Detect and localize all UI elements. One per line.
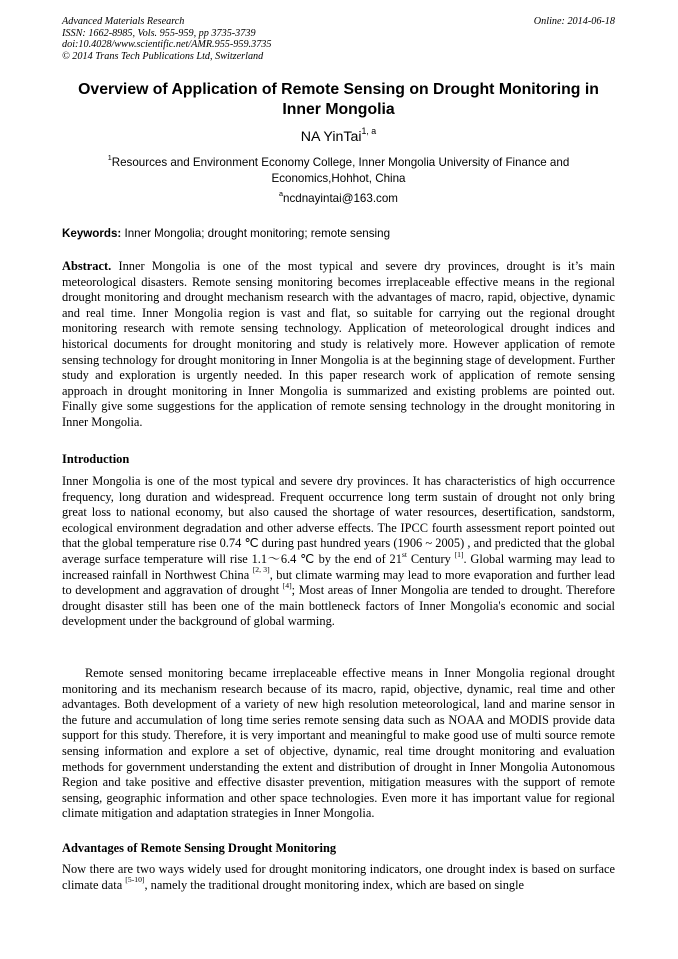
journal-name: Advanced Materials Research <box>62 16 185 27</box>
citation-ref: [5-10] <box>125 875 145 885</box>
author-line <box>62 125 615 146</box>
abstract-label: Abstract. <box>62 259 112 273</box>
intro-p1-text-c: . Global warming may lead to increased rainfall in Northwest China <box>62 551 615 582</box>
keywords-text: Inner Mongolia; drought monitoring; remote sensing <box>121 227 391 240</box>
keywords-label: Keywords: <box>62 227 122 240</box>
advantages-paragraph-1 <box>62 862 615 893</box>
affiliation-superscript: 1 <box>107 153 112 163</box>
affiliation <box>62 155 615 187</box>
adv-p1-text-a: Now there are two ways widely used for drought monitoring indicators, one drought index is based on surface climate data <box>62 862 615 892</box>
introduction-paragraph-2: Remote sensed monitoring became irreplaceable effective means in Inner Mongolia regional drought monitoring and its mechanism research because of its macro, rapid, objective, dynamic, real time and other advantages. Both development of a variety of new high resolution meteorological, land and marine sensor in the future and accumulation of long time series remote sensing data such as NOAA and MODIS provide data support for this study. Therefore, it is very important and meaningful to make good use of multi source remote sensing information and explore a set of objective, dynamic, real time drought monitoring and evaluation methods for government understanding the extent and distribution of drought in Inner Mongolia Autonomous Region and take positive and effective disaster prevention, mitigation measures with the support of remote sensing, geographic information and other space technologies. Even more it has important value for regional climate mitigation and adaptation strategies in Inner Mongolia. <box>62 666 615 821</box>
copyright-line: © 2014 Trans Tech Publications Ltd, Switzerland <box>62 50 264 62</box>
affiliation-text: Resources and Environment Economy College, Inner Mongolia University of Finance and Economics,Hohhot, China <box>111 156 570 185</box>
citation-ref: [1] <box>454 549 464 559</box>
adv-p1-text-b: , namely the traditional drought monitoring index, which are based on single <box>144 877 525 892</box>
citation-ref: [2, 3] <box>252 565 270 575</box>
abstract <box>62 259 615 431</box>
email-line <box>62 189 615 206</box>
journal-header <box>62 16 271 62</box>
doi-line: doi:10.4028/www.scientific.net/AMR.955-959.3735 <box>62 39 272 50</box>
abstract-text: Inner Mongolia is one of the most typical and severe dry provinces, drought is it’s main meteorological disasters. Remote sensing monitoring becomes irreplaceable effective means in the regional drought monitoring and drought mechanism research with the advantages of macro, rapid, objective, dynamic and real time. Inner Mongolia region is vast and flat, so suitable for carrying out the regional drought monitoring research with remote sensing technology. Application of meteorological drought indices and historical documents for drought monitoring and study is relatively more. However application of remote sensing technology for drought monitoring in Inner Mongolia is at the beginning stage of development. Further study and exploration is urgently needed. In this paper research work of application of remote sensing approach in drought monitoring in Inner Mongolia is summarized and existing problems are pointed out. Finally give some suggestions for the application of remote sensing technology in the drought monitoring in Inner Mongolia. <box>62 259 615 429</box>
intro-p1-text-b: Century <box>407 551 455 566</box>
intro-p1-text-d: , but climate warming may lead to more evaporation and further lead to development and aggravation of drought <box>62 567 615 598</box>
author-superscript: 1, a <box>361 125 377 136</box>
ordinal-superscript: st <box>401 549 408 559</box>
citation-ref: [4] <box>282 580 292 590</box>
author-email[interactable]: ncdnayintai@163.com <box>283 192 398 205</box>
issn-line: ISSN: 1662-8985, Vols. 955-959, pp 3735-3739 <box>62 27 256 39</box>
intro-p1-text-e: ; Most areas of Inner Mongolia are tended to drought. Therefore drought disaster still has been one of the main bottleneck factors of Inner Mongolia's economic and social development under the background of global warming. <box>62 583 615 629</box>
paper-title: Overview of Application of Remote Sensing on Drought Monitoring in Inner Mongolia <box>78 81 599 118</box>
author-name: NA YinTai <box>300 129 362 145</box>
intro-p1-text-a: Inner Mongolia is one of the most typical and severe dry provinces. It has characteristics of high occurrence frequency, long duration and widespread. Frequent occurrence long term sustain of drought not only bring great loss to national economy, but also caused the shortage of water resources, desertification, sandstorm, ecological environment degradation and other adverse effects. The IPCC fourth assessment report pointed out that the global temperature rise 0.74 ℃ during past hundred years (1906 ~ 2005) , and predicted that the global average surface temperature will rise 1.1～6.4 ℃ by the end of 21 <box>62 474 615 566</box>
online-date: Online: 2014-06-18 <box>533 16 615 27</box>
introduction-paragraph-1 <box>62 474 615 630</box>
section-heading-advantages: Advantages of Remote Sensing Drought Monitoring <box>62 841 337 855</box>
section-heading-introduction: Introduction <box>62 452 130 466</box>
email-superscript: a <box>279 189 284 199</box>
keywords <box>62 227 615 241</box>
